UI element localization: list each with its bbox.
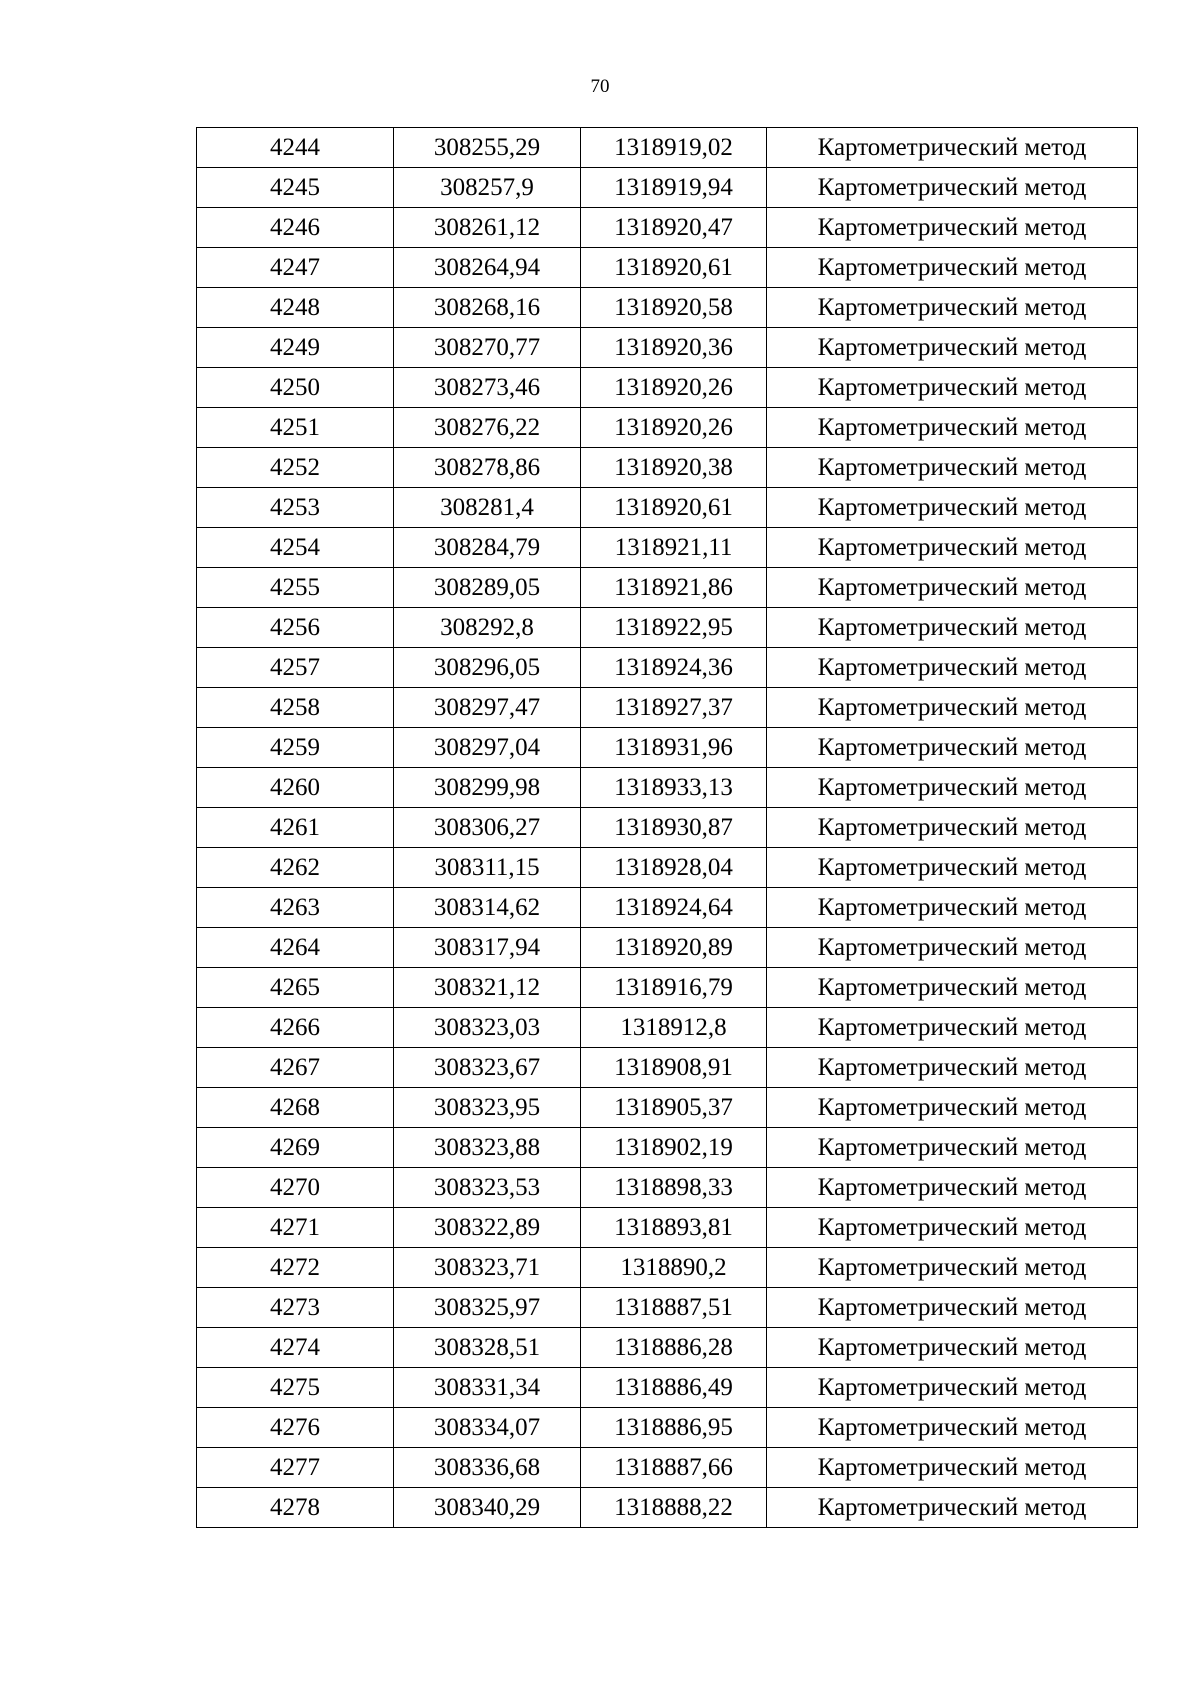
y-coordinate-cell: 1318916,79 — [581, 968, 767, 1008]
x-coordinate-cell: 308255,29 — [394, 128, 581, 168]
point-number-cell: 4262 — [197, 848, 394, 888]
point-number-cell: 4255 — [197, 568, 394, 608]
point-number-cell: 4278 — [197, 1488, 394, 1528]
table-row — [197, 1008, 1138, 1048]
point-number-cell: 4258 — [197, 688, 394, 728]
y-coordinate-cell: 1318886,28 — [581, 1328, 767, 1368]
method-cell: Картометрический метод — [767, 1488, 1138, 1528]
point-number-cell: 4273 — [197, 1288, 394, 1328]
method-cell: Картометрический метод — [767, 1248, 1138, 1288]
method-cell: Картометрический метод — [767, 1368, 1138, 1408]
point-number-cell: 4274 — [197, 1328, 394, 1368]
table-row — [197, 1208, 1138, 1248]
table-row — [197, 1088, 1138, 1128]
y-coordinate-cell: 1318920,26 — [581, 408, 767, 448]
point-number-cell: 4259 — [197, 728, 394, 768]
point-number-cell: 4249 — [197, 328, 394, 368]
point-number-cell: 4266 — [197, 1008, 394, 1048]
y-coordinate-cell: 1318927,37 — [581, 688, 767, 728]
x-coordinate-cell: 308276,22 — [394, 408, 581, 448]
table-row — [197, 1048, 1138, 1088]
y-coordinate-cell: 1318887,66 — [581, 1448, 767, 1488]
y-coordinate-cell: 1318928,04 — [581, 848, 767, 888]
x-coordinate-cell: 308261,12 — [394, 208, 581, 248]
point-number-cell: 4265 — [197, 968, 394, 1008]
point-number-cell: 4250 — [197, 368, 394, 408]
y-coordinate-cell: 1318912,8 — [581, 1008, 767, 1048]
method-cell: Картометрический метод — [767, 968, 1138, 1008]
x-coordinate-cell: 308270,77 — [394, 328, 581, 368]
y-coordinate-cell: 1318931,96 — [581, 728, 767, 768]
method-cell: Картометрический метод — [767, 208, 1138, 248]
y-coordinate-cell: 1318924,64 — [581, 888, 767, 928]
y-coordinate-cell: 1318890,2 — [581, 1248, 767, 1288]
x-coordinate-cell: 308323,71 — [394, 1248, 581, 1288]
table-row — [197, 328, 1138, 368]
point-number-cell: 4251 — [197, 408, 394, 448]
table-row — [197, 1288, 1138, 1328]
method-cell: Картометрический метод — [767, 1168, 1138, 1208]
x-coordinate-cell: 308296,05 — [394, 648, 581, 688]
y-coordinate-cell: 1318919,02 — [581, 128, 767, 168]
point-number-cell: 4246 — [197, 208, 394, 248]
point-number-cell: 4275 — [197, 1368, 394, 1408]
point-number-cell: 4264 — [197, 928, 394, 968]
point-number-cell: 4267 — [197, 1048, 394, 1088]
y-coordinate-cell: 1318920,38 — [581, 448, 767, 488]
method-cell: Картометрический метод — [767, 688, 1138, 728]
y-coordinate-cell: 1318920,61 — [581, 248, 767, 288]
point-number-cell: 4261 — [197, 808, 394, 848]
table-row — [197, 1128, 1138, 1168]
method-cell: Картометрический метод — [767, 1208, 1138, 1248]
point-number-cell: 4271 — [197, 1208, 394, 1248]
y-coordinate-cell: 1318920,89 — [581, 928, 767, 968]
y-coordinate-cell: 1318933,13 — [581, 768, 767, 808]
y-coordinate-cell: 1318893,81 — [581, 1208, 767, 1248]
y-coordinate-cell: 1318920,61 — [581, 488, 767, 528]
point-number-cell: 4245 — [197, 168, 394, 208]
y-coordinate-cell: 1318921,11 — [581, 528, 767, 568]
table-row — [197, 928, 1138, 968]
method-cell: Картометрический метод — [767, 1328, 1138, 1368]
method-cell: Картометрический метод — [767, 288, 1138, 328]
table-row — [197, 1408, 1138, 1448]
method-cell: Картометрический метод — [767, 1128, 1138, 1168]
table-row — [197, 888, 1138, 928]
x-coordinate-cell: 308321,12 — [394, 968, 581, 1008]
method-cell: Картометрический метод — [767, 528, 1138, 568]
method-cell: Картометрический метод — [767, 888, 1138, 928]
table-row — [197, 568, 1138, 608]
page-number: 70 — [590, 76, 610, 97]
method-cell: Картометрический метод — [767, 1008, 1138, 1048]
point-number-cell: 4248 — [197, 288, 394, 328]
table-row — [197, 288, 1138, 328]
x-coordinate-cell: 308311,15 — [394, 848, 581, 888]
y-coordinate-cell: 1318920,58 — [581, 288, 767, 328]
x-coordinate-cell: 308292,8 — [394, 608, 581, 648]
y-coordinate-cell: 1318886,95 — [581, 1408, 767, 1448]
y-coordinate-cell: 1318898,33 — [581, 1168, 767, 1208]
x-coordinate-cell: 308268,16 — [394, 288, 581, 328]
y-coordinate-cell: 1318905,37 — [581, 1088, 767, 1128]
method-cell: Картометрический метод — [767, 1448, 1138, 1488]
y-coordinate-cell: 1318920,26 — [581, 368, 767, 408]
x-coordinate-cell: 308323,53 — [394, 1168, 581, 1208]
method-cell: Картометрический метод — [767, 168, 1138, 208]
table-row — [197, 1248, 1138, 1288]
point-number-cell: 4252 — [197, 448, 394, 488]
point-number-cell: 4244 — [197, 128, 394, 168]
x-coordinate-cell: 308306,27 — [394, 808, 581, 848]
x-coordinate-cell: 308284,79 — [394, 528, 581, 568]
y-coordinate-cell: 1318887,51 — [581, 1288, 767, 1328]
method-cell: Картометрический метод — [767, 768, 1138, 808]
coordinates-table-body — [197, 128, 1138, 1528]
y-coordinate-cell: 1318922,95 — [581, 608, 767, 648]
table-row — [197, 1448, 1138, 1488]
table-row — [197, 248, 1138, 288]
y-coordinate-cell: 1318920,47 — [581, 208, 767, 248]
x-coordinate-cell: 308322,89 — [394, 1208, 581, 1248]
method-cell: Картометрический метод — [767, 1048, 1138, 1088]
method-cell: Картометрический метод — [767, 1088, 1138, 1128]
method-cell: Картометрический метод — [767, 248, 1138, 288]
x-coordinate-cell: 308297,47 — [394, 688, 581, 728]
method-cell: Картометрический метод — [767, 448, 1138, 488]
method-cell: Картометрический метод — [767, 1288, 1138, 1328]
table-row — [197, 1368, 1138, 1408]
point-number-cell: 4268 — [197, 1088, 394, 1128]
method-cell: Картометрический метод — [767, 1408, 1138, 1448]
y-coordinate-cell: 1318886,49 — [581, 1368, 767, 1408]
x-coordinate-cell: 308328,51 — [394, 1328, 581, 1368]
x-coordinate-cell: 308325,97 — [394, 1288, 581, 1328]
method-cell: Картометрический метод — [767, 568, 1138, 608]
point-number-cell: 4272 — [197, 1248, 394, 1288]
x-coordinate-cell: 308336,68 — [394, 1448, 581, 1488]
table-row — [197, 1488, 1138, 1528]
x-coordinate-cell: 308257,9 — [394, 168, 581, 208]
method-cell: Картометрический метод — [767, 128, 1138, 168]
method-cell: Картометрический метод — [767, 728, 1138, 768]
table-row — [197, 848, 1138, 888]
x-coordinate-cell: 308299,98 — [394, 768, 581, 808]
table-row — [197, 968, 1138, 1008]
x-coordinate-cell: 308323,67 — [394, 1048, 581, 1088]
method-cell: Картометрический метод — [767, 648, 1138, 688]
point-number-cell: 4269 — [197, 1128, 394, 1168]
y-coordinate-cell: 1318908,91 — [581, 1048, 767, 1088]
x-coordinate-cell: 308278,86 — [394, 448, 581, 488]
x-coordinate-cell: 308334,07 — [394, 1408, 581, 1448]
x-coordinate-cell: 308273,46 — [394, 368, 581, 408]
y-coordinate-cell: 1318921,86 — [581, 568, 767, 608]
method-cell: Картометрический метод — [767, 928, 1138, 968]
point-number-cell: 4260 — [197, 768, 394, 808]
x-coordinate-cell: 308323,88 — [394, 1128, 581, 1168]
table-row — [197, 408, 1138, 448]
x-coordinate-cell: 308323,03 — [394, 1008, 581, 1048]
table-row — [197, 208, 1138, 248]
table-row — [197, 768, 1138, 808]
x-coordinate-cell: 308314,62 — [394, 888, 581, 928]
table-row — [197, 368, 1138, 408]
x-coordinate-cell: 308281,4 — [394, 488, 581, 528]
table-row — [197, 448, 1138, 488]
method-cell: Картометрический метод — [767, 488, 1138, 528]
x-coordinate-cell: 308297,04 — [394, 728, 581, 768]
y-coordinate-cell: 1318902,19 — [581, 1128, 767, 1168]
table-row — [197, 808, 1138, 848]
point-number-cell: 4253 — [197, 488, 394, 528]
y-coordinate-cell: 1318930,87 — [581, 808, 767, 848]
y-coordinate-cell: 1318920,36 — [581, 328, 767, 368]
point-number-cell: 4257 — [197, 648, 394, 688]
point-number-cell: 4276 — [197, 1408, 394, 1448]
x-coordinate-cell: 308317,94 — [394, 928, 581, 968]
table-row — [197, 528, 1138, 568]
table-row — [197, 1328, 1138, 1368]
table-row — [197, 648, 1138, 688]
table-row — [197, 168, 1138, 208]
x-coordinate-cell: 308289,05 — [394, 568, 581, 608]
table-row — [197, 728, 1138, 768]
point-number-cell: 4256 — [197, 608, 394, 648]
method-cell: Картометрический метод — [767, 608, 1138, 648]
table-row — [197, 688, 1138, 728]
point-number-cell: 4247 — [197, 248, 394, 288]
point-number-cell: 4270 — [197, 1168, 394, 1208]
method-cell: Картометрический метод — [767, 808, 1138, 848]
x-coordinate-cell: 308323,95 — [394, 1088, 581, 1128]
table-row — [197, 128, 1138, 168]
y-coordinate-cell: 1318919,94 — [581, 168, 767, 208]
y-coordinate-cell: 1318888,22 — [581, 1488, 767, 1528]
method-cell: Картометрический метод — [767, 328, 1138, 368]
y-coordinate-cell: 1318924,36 — [581, 648, 767, 688]
table-row — [197, 488, 1138, 528]
point-number-cell: 4254 — [197, 528, 394, 568]
point-number-cell: 4277 — [197, 1448, 394, 1488]
point-number-cell: 4263 — [197, 888, 394, 928]
x-coordinate-cell: 308264,94 — [394, 248, 581, 288]
method-cell: Картометрический метод — [767, 408, 1138, 448]
method-cell: Картометрический метод — [767, 368, 1138, 408]
x-coordinate-cell: 308331,34 — [394, 1368, 581, 1408]
table-row — [197, 1168, 1138, 1208]
coordinates-table — [196, 127, 1138, 1528]
method-cell: Картометрический метод — [767, 848, 1138, 888]
table-row — [197, 608, 1138, 648]
x-coordinate-cell: 308340,29 — [394, 1488, 581, 1528]
